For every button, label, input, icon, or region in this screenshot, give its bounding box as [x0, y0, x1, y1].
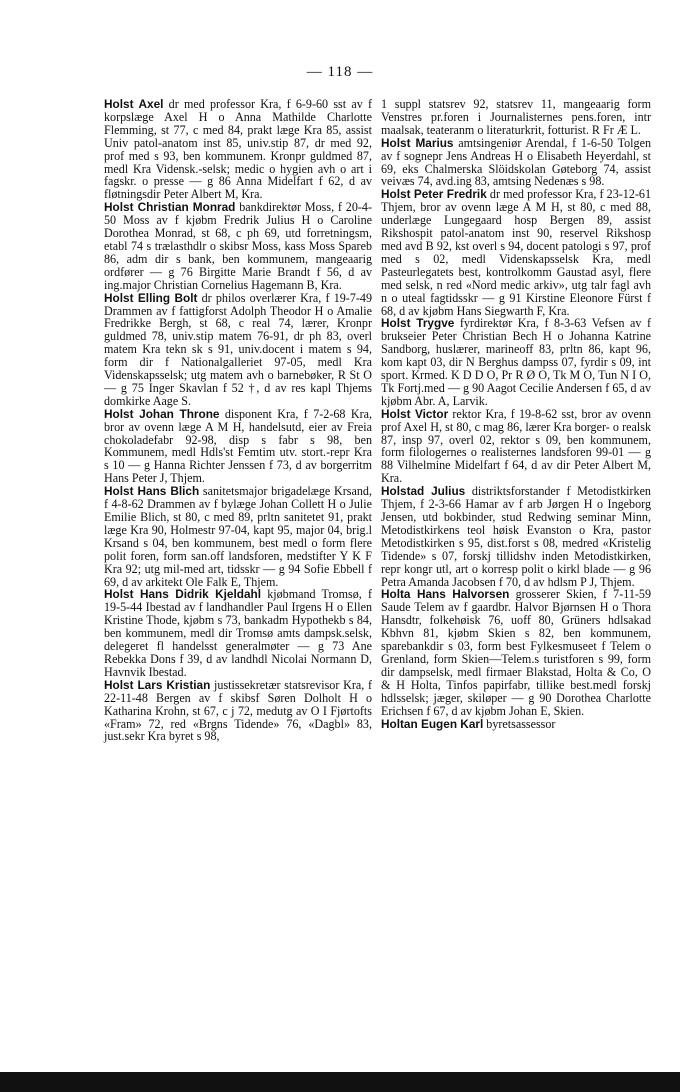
biography-entry: [104, 588, 372, 678]
entry-text: 1 suppl statsrev 92, statsrev 11, mangeaarig form Venstres pr.foren i Journalisternes pens.foren, intr maalsak, teateranm o literaturkrit, fotturist. R Fr Æ L.: [381, 97, 651, 137]
biography-entry: [381, 485, 651, 588]
entry-name: Holst Peter Fredrik: [381, 187, 487, 202]
entry-text: disponent Kra, f 7-2-68 Kra, bror av ovenn læge A M H, handelsutd, eier av Freia chokoladefabr 92-98, disp s fabr s 98, ben Kommunem, medl Hdls'st Femtim utv. stort.-repr Kra s 10 — g Hanna Richter Jenssen f 73, d av borgerritm Hans Peter J, Thjem.: [104, 406, 372, 486]
entry-text: sanitetsmajor brigadelæge Krsand, f 4-8-62 Drammen av f bylæge Johan Collett H o Julie Emilie Blich, st 80, c med 89, prltn sanitetet 91, prakt læge Kra 90, Holmestr 97-04, kapt 95, major 04, brig.l Krsand s 04, ben kommunem, best medl o form flere polit foren, form san.off landsforen, medstifter Y K F Kra 92; utg mil-med art, tidsskr — g 94 Sofie Ebbell f 69, d av arkitekt Ole Falk E, Thjem.: [104, 484, 372, 589]
entry-name: Holst Elling Bolt: [104, 290, 198, 305]
entry-name: Holstad Julius: [381, 484, 466, 499]
entry-text: byretsassessor: [483, 716, 556, 731]
entry-name: Holst Trygve: [381, 316, 455, 331]
biography-entry: [104, 201, 372, 291]
entry-name: Holst Christian Monrad: [104, 200, 236, 215]
right-column: [381, 98, 651, 730]
entry-name: Holst Hans Didrik Kjeldahl: [104, 587, 262, 602]
entry-text: dr med professor Kra, f 23-12-61 Thjem, bror av ovenn læge A M H, st 80, c med 88, underlæge Lungegaard hosp Bergen 89, assist Rikshospit patol-anatom inst 90, reservel Rikshosp med avd B 92, kst overl s 94, docent patologi s 97, prof med s 02, medl Videnskapsselsk Kra, medl Pasteurlegatets best, kontrolkomm Gaustad asyl, flere med selsk, n red «Nord medic arkiv», utg talr fagl avh n o uteal fagtidsskr — g 91 Kirstine Eleonore Fürst f 68, d av kjøbm Hans Siegwarth F, Kra.: [381, 187, 651, 318]
entry-text: kjøbmand Tromsø, f 19-5-44 Ibestad av f landhandler Paul Irgens H o Ellen Kristine Thode, kjøbm s 73, bankadm Hypothekb s 84, ben kommunem, medl dir Tromsø amts dampsk.selsk, delegeret fl handelsst generalmøter — g 73 Ane Rebekka Dons f 39, d av landhdl Nicolai Normann D, Havnvik Ibestad.: [104, 587, 372, 679]
entry-name: Holst Axel: [104, 97, 164, 111]
entry-name: Holst Lars Kristian: [104, 677, 211, 692]
entry-text: dr philos overlærer Kra, f 19-7-49 Drammen av f fattigforst Adolph Theodor H o Amalie Fredrikke Bergh, st 68, c real 74, lærer, Kronpr guldmed 78, univ.stip matem 76-91, dr ph 83, overl matem Kra tekn sk s 91, univ.docent i matem s 94, form dir f Nationalgalleriet 97-05, medl Kra Videnskapsselsk; utg matem avh o barnebøker, R St O — g 75 Inger Skavlan f 52 †, d av res kapl Thjems domkirke Aage S.: [104, 290, 372, 408]
biography-entry: [381, 718, 651, 731]
biography-entry: [104, 679, 372, 744]
biography-entry: [381, 588, 651, 717]
biography-entry: [104, 98, 372, 201]
biography-entry: [104, 408, 372, 485]
entry-name: Holst Hans Blich: [104, 484, 200, 499]
entry-text: amtsingeniør Arendal, f 1-6-50 Tolgen av f sognepr Jens Andreas H o Elisabeth Heyerdahl, st 69, eks Chalmerska Slöidskolan Gøteborg 74, assist veivæs 74, avd.ing 83, amtsing Nedenæs s 98.: [381, 135, 652, 189]
entry-text: fyrdirektør Kra, f 8-3-63 Vefsen av f brukseier Peter Christian Bech H o Johanna Katrine Sandborg, huslærer, marineoff 83, prltn 86, kapt 96, kom kapt 03, dir N Berghus dampss 07, fyrdir s 09, int sport. Krmed. K D D O, Pr R Ø O, Tk M O, Tun N I O, Tk Fortj.med — g 90 Aagot Cecilie Andersen f 65, d av kjøbm Abr. A, Larvik.: [381, 316, 651, 408]
entry-text: rektor Kra, f 19-8-62 sst, bror av ovenn prof Axel H, st 80, c mag 86, lærer Kra borger- o realsk 87, insp 97, overl 02, rektor s 09, ben kommunem, form filologernes o realisternes landsforen 99-01 — g 88 Vilhelmine Midelfart f 64, d av dir Peter Albert M, Kra.: [381, 406, 651, 486]
entry-text: bankdirektør Moss, f 20-4-50 Moss av f kjøbm Fredrik Julius H o Caroline Dorothea Monrad, st 68, c ph 69, utd forretningsm, etabl 74 s trælasthdlr o skibsr Moss, kass Moss Spareb 86, adm dir s bank, ben kommunem, mangeaarig ordfører — g 76 Birgitte Marie Brandt f 56, d av ing.major Christian Cornelius Hagemann B, Kra.: [104, 200, 372, 292]
biography-entry: [381, 408, 651, 485]
entry-text: grosserer Skien, f 7-11-59 Saude Telem av f gaardbr. Halvor Bjørnsen H o Thora Hansdtr, folkehøisk 76, uoff 80, Grüners hdlsakad Kbhvn 81, kjøbm Skien s 82, ben kommunem, sparebankdir s 03, form best Fylkesmuseet f Telem o Grenland, form Skien—Telem.s turistforen s 99, form dir dampselsk, medl firmaer Blakstad, Holta & Co, O & H Holta, Tinfos papirfabr, tillike best.medl forskj hdlsselsk; jæger, skiløper — g 90 Dorothea Charlotte Erichsen f 67, d av kjøbm Johan E, Skien.: [381, 587, 651, 718]
entry-name: Holta Hans Halvorsen: [381, 587, 510, 602]
biography-entry: [381, 98, 651, 137]
entry-text: justissekretær statsrevisor Kra, f 22-11-48 Bergen av f skibsf Søren Dolholt H o Katharina Krohn, st 67, c j 72, medutg av O I Fjørtofts «Fram» 72, red «Brgns Tidende» 76, «Dagbl» 83, just.sekr Kra byret s 98,: [104, 677, 373, 744]
left-column: [104, 98, 372, 743]
biography-entry: [381, 188, 651, 317]
entry-name: Holst Johan Throne: [104, 406, 220, 421]
biography-entry: [104, 292, 372, 408]
biography-entry: [381, 317, 651, 407]
entry-text: dr med professor Kra, f 6-9-60 sst av f korpslæge Axel H o Anna Mathilde Charlotte Flemming, st 77, c med 84, prakt læge Kra 85, assist Univ patol-anatom inst 85, univ.stip 87, dr med 92, prof med s 93, ben kommunem. Kronpr guldmed 87, medl Kra Vidensk.-selsk; medic o hygien avh o art i fagskr. o presse — g 86 Anna Midelfart f 62, d av fløtningsdir Peter Albert M, Kra.: [104, 97, 372, 202]
scan-bottom-edge: [0, 1072, 680, 1092]
entry-text: distriktsforstander f Metodistkirken Thjem, f 2-3-66 Hamar av f arb Jørgen H o Ingeborg Jensen, utd bokbinder, stud Redwing seminar Minn, Metodistkirkens teol høisk Evanston o Kra, pastor Metodistkirken s 95, dist.forst s 08, medred «Kristelig Tidende» s 07, forskj tillidshv inden Metodistkirken, repr kongr utl, art o korresp polit o kirkl blade — g 96 Petra Amanda Jacobsen f 70, d av hdlsm P J, Thjem.: [381, 484, 651, 589]
biography-entry: [104, 485, 372, 588]
entry-name: Holst Victor: [381, 406, 449, 421]
page-number: — 118 —: [306, 64, 374, 80]
entry-name: Holst Marius: [381, 135, 454, 150]
biography-entry: [381, 137, 651, 189]
entry-name: Holtan Eugen Karl: [381, 716, 484, 731]
